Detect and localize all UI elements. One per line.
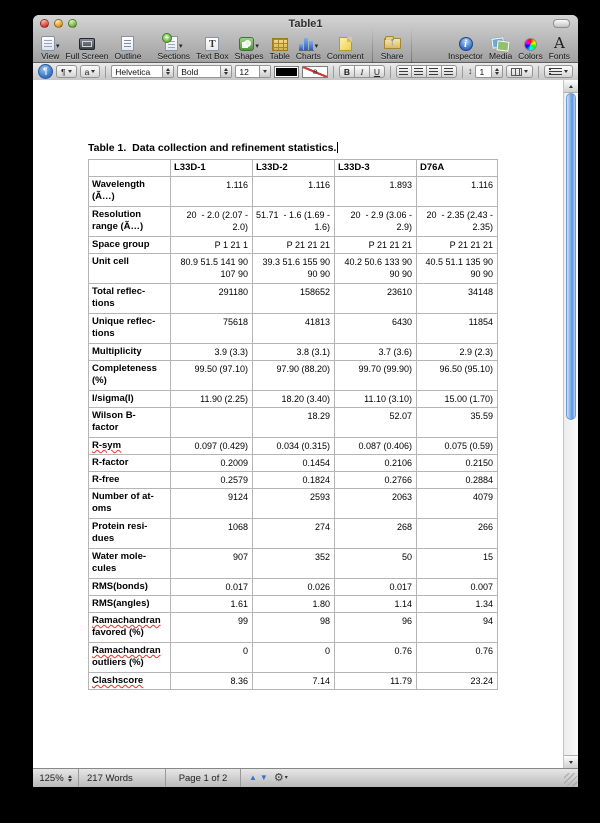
resize-grip[interactable] [564, 773, 577, 786]
value-cell[interactable]: 1.80 [253, 596, 335, 613]
value-cell[interactable]: 1.893 [335, 177, 417, 207]
value-cell[interactable]: 40.5 51.1 135 90 90 90 [417, 254, 498, 284]
view-icon [41, 36, 55, 51]
chevron-down-icon [564, 70, 568, 73]
table-row [89, 314, 498, 344]
value-cell[interactable]: 268 [335, 519, 417, 549]
align-left-icon [399, 68, 408, 75]
toolbar-button-inspector[interactable] [448, 32, 483, 62]
paragraph-symbol: ¶ [61, 66, 66, 77]
divider [105, 66, 106, 78]
toolbar-button-textbox[interactable] [196, 32, 229, 62]
toolbar-label: Table [269, 51, 290, 61]
value-cell[interactable]: 0.007 [417, 579, 498, 596]
minimize-button[interactable] [54, 19, 63, 28]
column-header[interactable]: L33D-1 [171, 160, 253, 177]
traffic-lights [40, 19, 77, 28]
value-cell[interactable]: 75618 [171, 314, 253, 344]
page-indicator[interactable]: Page 1 of 2 [178, 772, 228, 784]
gear-icon[interactable]: ⚙ ▾ [273, 772, 288, 784]
value-cell[interactable]: 0.2579 [171, 472, 253, 489]
line-spacing-icon: ↕ [467, 66, 473, 76]
fonts-icon [553, 36, 566, 51]
value-cell[interactable]: 35.59 [417, 408, 498, 438]
divider [333, 66, 334, 78]
window-title: Table1 [288, 17, 323, 30]
value-cell[interactable]: 907 [171, 549, 253, 579]
value-cell[interactable]: P 21 21 21 [253, 237, 335, 254]
value-cell[interactable]: 40.2 50.6 133 90 90 90 [335, 254, 417, 284]
value-cell[interactable]: 99.50 (97.10) [171, 361, 253, 391]
value-cell[interactable]: 0.2009 [171, 455, 253, 472]
chevron-down-icon[interactable] [259, 66, 270, 77]
row-label-cell[interactable]: Unique reflec- tions [89, 314, 171, 344]
value-cell[interactable]: 50 [335, 549, 417, 579]
value-cell[interactable]: 6430 [335, 314, 417, 344]
value-cell[interactable]: 0.2884 [417, 472, 498, 489]
toolbar-button-sections[interactable] [157, 32, 190, 62]
chevron-down-icon [524, 70, 528, 73]
italic-button[interactable]: I [354, 65, 370, 78]
toolbar [33, 30, 578, 62]
value-cell[interactable]: 0.2150 [417, 455, 498, 472]
value-cell[interactable]: 3.9 (3.3) [171, 344, 253, 361]
table-row [89, 549, 498, 579]
value-cell[interactable]: 0.087 (0.406) [335, 438, 417, 455]
value-cell[interactable] [171, 408, 253, 438]
table-row [89, 408, 498, 438]
value-cell[interactable]: 11.90 (2.25) [171, 391, 253, 408]
table-row [89, 438, 498, 455]
row-label-cell[interactable]: RMS(bonds) [89, 579, 171, 596]
value-cell[interactable]: 11.79 [335, 673, 417, 690]
value-cell[interactable]: 2063 [335, 489, 417, 519]
list-icon [549, 68, 562, 75]
toolbar-label: Share [380, 51, 404, 61]
toolbar-label: Colors [518, 51, 543, 61]
stepper-icon[interactable] [491, 66, 502, 77]
maximize-button[interactable] [68, 19, 77, 28]
toolbar-label: Inspector [448, 51, 484, 61]
table-row [89, 643, 498, 673]
table-row [89, 519, 498, 549]
toolbar-label: View [41, 51, 60, 61]
value-cell[interactable]: 0.1824 [253, 472, 335, 489]
scroll-up-button[interactable] [564, 80, 578, 93]
stats-table [88, 159, 498, 690]
document-page[interactable] [33, 80, 563, 768]
table-row [89, 237, 498, 254]
row-label-cell[interactable]: RMS(angles) [89, 596, 171, 613]
chevron-down-icon: ▾ [255, 43, 259, 50]
previous-page-icon[interactable]: ▲ [249, 773, 257, 782]
toolbar-label: Comment [326, 51, 364, 61]
toolbar-button-shapes[interactable] [235, 32, 264, 62]
table-row [89, 344, 498, 361]
table-row [89, 391, 498, 408]
value-cell[interactable]: 1.14 [335, 596, 417, 613]
value-cell[interactable]: P 21 21 21 [417, 237, 498, 254]
table-row [89, 472, 498, 489]
value-cell[interactable]: 1.116 [171, 177, 253, 207]
value-cell[interactable]: 0.017 [335, 579, 417, 596]
row-label-cell[interactable]: I/sigma(I) [89, 391, 171, 408]
value-cell[interactable]: 2.9 (2.3) [417, 344, 498, 361]
value-cell[interactable]: 4079 [417, 489, 498, 519]
justify-icon [444, 68, 453, 75]
value-cell[interactable]: 0.76 [335, 643, 417, 673]
toolbar-button-charts[interactable] [296, 32, 321, 62]
value-cell[interactable]: 0 [253, 643, 335, 673]
value-cell[interactable]: 15.00 (1.70) [417, 391, 498, 408]
list-style-button[interactable] [544, 65, 573, 78]
value-cell[interactable]: 158652 [253, 284, 335, 314]
toolbar-label: Outline [114, 51, 142, 61]
underline-button[interactable]: U [369, 65, 385, 78]
value-cell[interactable]: 0.1454 [253, 455, 335, 472]
font-size-select[interactable]: 12 [235, 65, 270, 78]
window-chrome [33, 15, 578, 63]
format-bar [33, 63, 578, 81]
row-label-cell[interactable]: Wavelength (Ã…) [89, 177, 171, 207]
value-cell[interactable]: 99.70 (99.90) [335, 361, 417, 391]
character-style-button[interactable] [80, 65, 101, 78]
row-label-cell[interactable]: Total reflec- tions [89, 284, 171, 314]
character-symbol: a [84, 66, 90, 77]
value-cell[interactable]: 0.76 [417, 643, 498, 673]
value-cell[interactable]: 2593 [253, 489, 335, 519]
table-row [89, 613, 498, 643]
value-cell[interactable]: 20 - 2.0 (2.07 - 2.0) [171, 207, 253, 237]
value-cell[interactable]: 0.026 [253, 579, 335, 596]
shapes-icon [239, 37, 254, 51]
justify-button[interactable] [441, 65, 457, 78]
divider [411, 29, 412, 63]
font-style-select[interactable]: Bold [177, 65, 232, 78]
value-cell[interactable]: 0 [171, 643, 253, 673]
color-wheel-icon [524, 38, 537, 51]
full-screen-icon [79, 38, 95, 50]
toolbar-button-colors[interactable] [518, 32, 543, 62]
close-button[interactable] [40, 19, 49, 28]
value-cell[interactable]: 3.8 (3.1) [253, 344, 335, 361]
row-label-cell[interactable]: R-free [89, 472, 171, 489]
value-cell[interactable]: 20 - 2.35 (2.43 - 2.35) [417, 207, 498, 237]
chevron-down-icon [91, 70, 95, 73]
divider [372, 29, 373, 63]
value-cell[interactable]: 8.36 [171, 673, 253, 690]
value-cell[interactable]: 11.10 (3.10) [335, 391, 417, 408]
value-cell[interactable]: 3.7 (3.6) [335, 344, 417, 361]
table-row [89, 207, 498, 237]
row-label-cell[interactable]: Ramachandran favored (%) [89, 613, 171, 643]
font-family-select[interactable]: Helvetica [111, 65, 174, 78]
row-label-cell[interactable]: R-sym [89, 438, 171, 455]
value-cell[interactable]: 0.034 (0.315) [253, 438, 335, 455]
chevron-down-icon: ▾ [56, 43, 60, 50]
value-cell[interactable]: 7.14 [253, 673, 335, 690]
table-row [89, 361, 498, 391]
value-cell[interactable]: 52.07 [335, 408, 417, 438]
value-cell[interactable]: 291180 [171, 284, 253, 314]
value-cell[interactable]: P 1 21 1 [171, 237, 253, 254]
stepper-icon[interactable] [162, 66, 173, 77]
column-header[interactable]: L33D-3 [335, 160, 417, 177]
toolbar-button-fonts[interactable] [549, 32, 570, 62]
value-cell[interactable]: 20 - 2.9 (3.06 - 2.9) [335, 207, 417, 237]
value-cell[interactable]: 1.61 [171, 596, 253, 613]
corner-cell[interactable] [89, 160, 171, 177]
toolbar-label: Fonts [548, 51, 570, 61]
alignment-group [396, 65, 457, 78]
row-label-cell[interactable]: Space group [89, 237, 171, 254]
share-icon [384, 38, 401, 49]
toolbar-button-fullscreen[interactable] [66, 32, 109, 62]
stepper-icon[interactable] [220, 66, 231, 77]
text-color-well[interactable] [274, 66, 300, 78]
scrollbar-thumb[interactable] [566, 93, 576, 420]
table-row [89, 596, 498, 613]
value-cell[interactable]: 23.24 [417, 673, 498, 690]
paragraph-style-button[interactable] [56, 65, 77, 78]
row-label-cell[interactable]: Protein resi- dues [89, 519, 171, 549]
value-cell[interactable]: 1.34 [417, 596, 498, 613]
toolbar-label: Media [489, 51, 513, 61]
toolbar-label: Charts [295, 51, 321, 61]
text-background-color-well[interactable]: a [302, 66, 328, 78]
table-row [89, 489, 498, 519]
scroll-down-button[interactable] [564, 755, 578, 768]
columns-icon [511, 68, 522, 76]
align-center-icon [414, 68, 423, 75]
value-cell[interactable]: 94 [417, 613, 498, 643]
table-row [89, 579, 498, 596]
column-header[interactable]: L33D-2 [253, 160, 335, 177]
value-cell[interactable]: 80.9 51.5 141 90 107 90 [171, 254, 253, 284]
sections-icon [165, 36, 178, 51]
text-cursor [337, 142, 338, 153]
table-icon [272, 38, 288, 51]
row-label-cell[interactable]: Ramachandran outliers (%) [89, 643, 171, 673]
value-cell[interactable]: 34148 [417, 284, 498, 314]
row-label-cell[interactable]: Resolution range (Ã…) [89, 207, 171, 237]
toolbar-toggle-button[interactable] [553, 19, 570, 28]
table-row [89, 284, 498, 314]
text-box-icon [205, 37, 219, 51]
row-label-cell[interactable]: Clashscore [89, 673, 171, 690]
align-center-button[interactable] [411, 65, 427, 78]
value-cell[interactable]: 97.90 (88.20) [253, 361, 335, 391]
toolbar-button-comment[interactable] [327, 32, 364, 62]
toolbar-button-outline[interactable] [115, 32, 142, 62]
toolbar-label: Full Screen [65, 51, 109, 61]
align-right-button[interactable] [426, 65, 442, 78]
bold-button[interactable]: B [339, 65, 355, 78]
value-cell[interactable]: 51.71 - 1.6 (1.69 - 1.6) [253, 207, 335, 237]
row-label-cell[interactable]: R-factor [89, 455, 171, 472]
value-cell[interactable]: 266 [417, 519, 498, 549]
divider [390, 66, 391, 78]
value-cell[interactable]: 11854 [417, 314, 498, 344]
zoom-control[interactable] [33, 773, 78, 784]
value-cell[interactable]: 18.29 [253, 408, 335, 438]
status-bar [33, 768, 578, 787]
value-cell[interactable]: 18.20 (3.40) [253, 391, 335, 408]
next-page-icon[interactable]: ▼ [259, 773, 268, 782]
value-cell[interactable]: 39.3 51.6 155 90 90 90 [253, 254, 335, 284]
chevron-down-icon: ▾ [179, 43, 183, 50]
value-cell[interactable]: 96.50 (95.10) [417, 361, 498, 391]
charts-icon [299, 37, 314, 51]
media-icon [492, 37, 509, 51]
row-label-cell[interactable]: Number of at- oms [89, 489, 171, 519]
row-label-cell[interactable]: Water mole- cules [89, 549, 171, 579]
document-area [33, 80, 578, 768]
chevron-down-icon: ▾ [314, 43, 319, 50]
toolbar-button-view[interactable] [41, 32, 60, 62]
value-cell[interactable]: 0.2106 [335, 455, 417, 472]
row-label-cell[interactable]: Unit cell [89, 254, 171, 284]
divider [462, 66, 463, 78]
value-cell[interactable]: 0.017 [171, 579, 253, 596]
column-header[interactable]: D76A [417, 160, 498, 177]
value-cell[interactable]: 99 [171, 613, 253, 643]
inspector-icon [459, 37, 473, 51]
toolbar-label: Shapes [234, 51, 264, 61]
value-cell[interactable]: 0.075 (0.59) [417, 438, 498, 455]
row-label-cell[interactable]: Wilson B- factor [89, 408, 171, 438]
table-header [89, 160, 498, 177]
toolbar-label: Text Box [196, 51, 229, 61]
align-left-button[interactable] [396, 65, 412, 78]
pages-window [33, 15, 578, 787]
chevron-down-icon [68, 70, 72, 73]
toolbar-button-table[interactable] [270, 32, 290, 62]
value-cell[interactable]: 1068 [171, 519, 253, 549]
row-label-cell[interactable]: Completeness (%) [89, 361, 171, 391]
toolbar-button-media[interactable] [489, 32, 512, 62]
vertical-scrollbar[interactable] [563, 80, 578, 768]
value-cell[interactable]: 352 [253, 549, 335, 579]
columns-button[interactable] [506, 65, 533, 78]
table-body [89, 177, 498, 690]
align-right-icon [429, 68, 438, 75]
word-count: 217 Words [87, 772, 133, 784]
value-cell[interactable]: 0.097 (0.429) [171, 438, 253, 455]
row-label-cell[interactable]: Multiplicity [89, 344, 171, 361]
paragraph-styles-icon[interactable]: ¶ [38, 64, 53, 79]
value-cell[interactable]: 1.116 [417, 177, 498, 207]
zoom-level: 125% [39, 772, 64, 784]
toolbar-button-share[interactable] [381, 32, 404, 62]
value-cell[interactable]: 9124 [171, 489, 253, 519]
value-cell[interactable]: 274 [253, 519, 335, 549]
title-bar[interactable] [33, 15, 578, 30]
outline-icon [121, 36, 134, 51]
value-cell[interactable]: P 21 21 21 [335, 237, 417, 254]
table-row [89, 254, 498, 284]
table-row [89, 177, 498, 207]
value-cell[interactable]: 1.116 [253, 177, 335, 207]
value-cell[interactable]: 23610 [335, 284, 417, 314]
comment-icon [339, 37, 352, 51]
table-row [89, 673, 498, 690]
text-style-group [339, 65, 385, 78]
value-cell[interactable]: 98 [253, 613, 335, 643]
value-cell[interactable]: 41813 [253, 314, 335, 344]
zoom-stepper-icon[interactable] [68, 775, 72, 782]
value-cell[interactable]: 96 [335, 613, 417, 643]
value-cell[interactable]: 0.2766 [335, 472, 417, 489]
table-row [89, 455, 498, 472]
divider [538, 66, 539, 78]
document-title[interactable]: Table 1. Data collection and refinement statistics. [88, 142, 337, 154]
value-cell[interactable]: 15 [417, 549, 498, 579]
line-spacing-select[interactable]: 1 [475, 65, 503, 78]
toolbar-label: Sections [157, 51, 191, 61]
divider [240, 769, 241, 787]
